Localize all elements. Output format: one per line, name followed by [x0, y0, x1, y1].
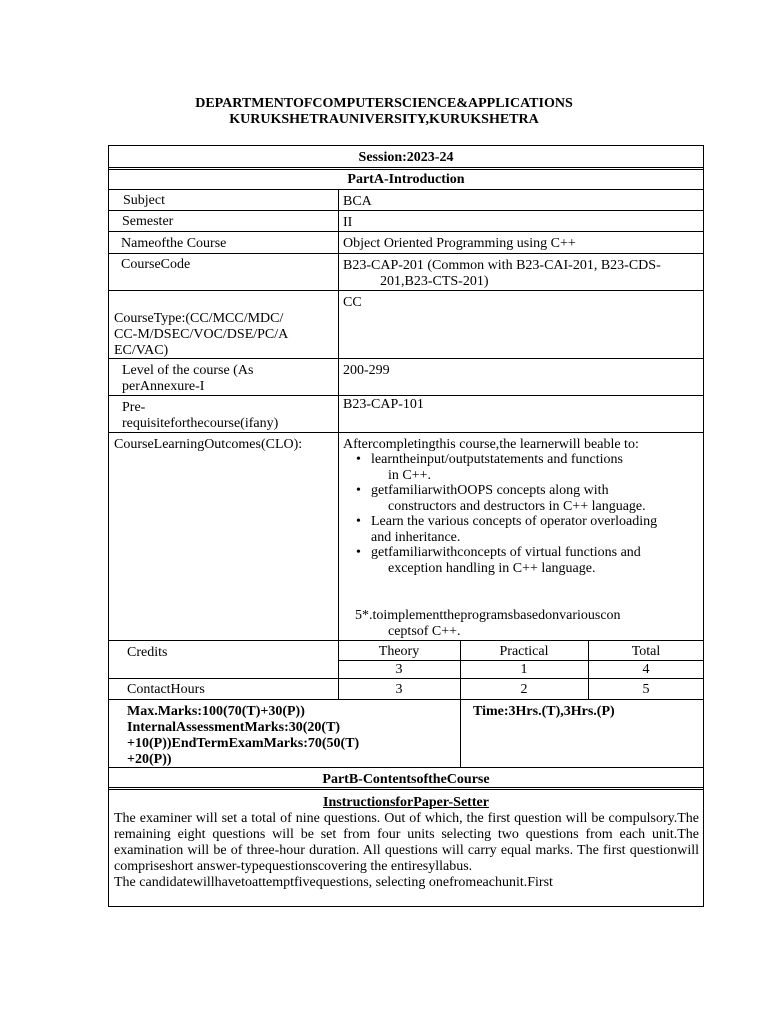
level-label-cont: perAnnexure-I	[122, 379, 205, 394]
department-heading: DEPARTMENTOFCOMPUTERSCIENCE&APPLICATIONS	[195, 96, 573, 111]
rule	[108, 395, 704, 396]
course-type-label: CourseType:(CC/MCC/MDC/	[114, 311, 284, 326]
course-name-label: Nameofthe Course	[121, 236, 227, 251]
rule	[108, 432, 704, 433]
rule	[108, 189, 704, 190]
subject-value: BCA	[343, 194, 372, 209]
course-name-value: Object Oriented Programming using C++	[343, 236, 576, 251]
instructions-last-line: The candidatewillhavetoattemptfivequestions, selecting onefromeachunit.First	[114, 875, 553, 890]
clo-list	[343, 452, 657, 576]
theory-header: Theory	[378, 644, 420, 659]
part-b-title: PartB-ContentsoftheCourse	[322, 772, 490, 787]
course-type-label-cont: CC-M/DSEC/VOC/DSE/PC/A	[114, 327, 289, 342]
course-code-value-cont: 201,B23-CTS-201)	[380, 274, 489, 289]
internal-marks: InternalAssessmentMarks:30(20(T)	[127, 720, 341, 735]
clo-intro: Aftercompletingthis course,the learnerwill beable to:	[343, 437, 639, 452]
semester-label: Semester	[122, 214, 174, 229]
theory-credits: 3	[395, 662, 403, 677]
clo-item: • Learn the various concepts of operator overloading and inheritance.	[343, 514, 657, 546]
clo-item-5: 5*.toimplementtheprogramsbasedonvariouscon	[355, 608, 621, 623]
instructions-title: InstructionsforPaper-Setter	[323, 795, 489, 810]
university-heading: KURUKSHETRAUNIVERSITY,KURUKSHETRA	[229, 112, 539, 127]
credits-label: Credits	[127, 645, 168, 660]
rule	[108, 169, 704, 170]
rule	[108, 699, 704, 700]
prerequisite-value: B23-CAP-101	[343, 397, 424, 412]
part-a-title: PartA-Introduction	[347, 172, 465, 187]
theory-hours: 3	[395, 682, 403, 697]
course-code-value: B23-CAP-201 (Common with B23-CAI-201, B23-CDS-	[343, 258, 661, 273]
level-label: Level of the course (As	[122, 363, 254, 378]
total-hours: 5	[642, 682, 650, 697]
rule	[108, 210, 704, 211]
clo-item: • getfamiliarwithOOPS concepts along with constructors and destructors in C++ language.	[343, 483, 657, 515]
end-term-marks-cont: +20(P))	[127, 752, 172, 767]
clo-item-5-cont: ceptsof C++.	[388, 624, 461, 639]
end-term-marks: +10(P))EndTermExamMarks:70(50(T)	[127, 736, 360, 751]
rule	[108, 358, 704, 359]
rule	[108, 640, 704, 641]
course-type-value: CC	[343, 295, 362, 310]
rule	[108, 231, 704, 232]
instructions-body: The examiner will set a total of nine questions. Out of which, the first question will be compulsory.The remaining eight questions will be set from four units selecting two questions from each unit.The examination will be of three-hour duration. All questions will carry equal marks. The first questionwill compriseshort answer-typequestionscovering the entiresyllabus.	[114, 811, 699, 874]
course-code-label: CourseCode	[121, 257, 191, 272]
total-header: Total	[631, 644, 661, 659]
rule	[108, 290, 704, 291]
semester-value: II	[343, 215, 353, 230]
course-type-label-cont: EC/VAC)	[114, 343, 169, 358]
exam-time: Time:3Hrs.(T),3Hrs.(P)	[473, 704, 615, 719]
rule	[338, 189, 339, 699]
practical-header: Practical	[499, 644, 549, 659]
max-marks: Max.Marks:100(70(T)+30(P))	[127, 704, 305, 719]
rule	[108, 167, 704, 168]
rule	[108, 789, 704, 790]
total-credits: 4	[642, 662, 650, 677]
session-label: Session:2023-24	[358, 150, 454, 165]
practical-credits: 1	[520, 662, 528, 677]
rule	[338, 660, 704, 661]
rule	[108, 678, 704, 679]
prerequisite-label-cont: requisiteforthecourse(ifany)	[122, 416, 279, 431]
clo-item: • learntheinput/outputstatements and functions in C++.	[343, 452, 657, 484]
contact-hours-label: ContactHours	[127, 682, 205, 697]
subject-label: Subject	[123, 193, 165, 208]
rule	[108, 767, 704, 768]
clo-label: CourseLearningOutcomes(CLO):	[114, 437, 303, 452]
clo-item: • getfamiliarwithconcepts of virtual functions and exception handling in C++ language.	[343, 545, 657, 577]
rule	[108, 253, 704, 254]
prerequisite-label: Pre-	[122, 400, 146, 415]
level-value: 200-299	[343, 363, 390, 378]
practical-hours: 2	[520, 682, 528, 697]
